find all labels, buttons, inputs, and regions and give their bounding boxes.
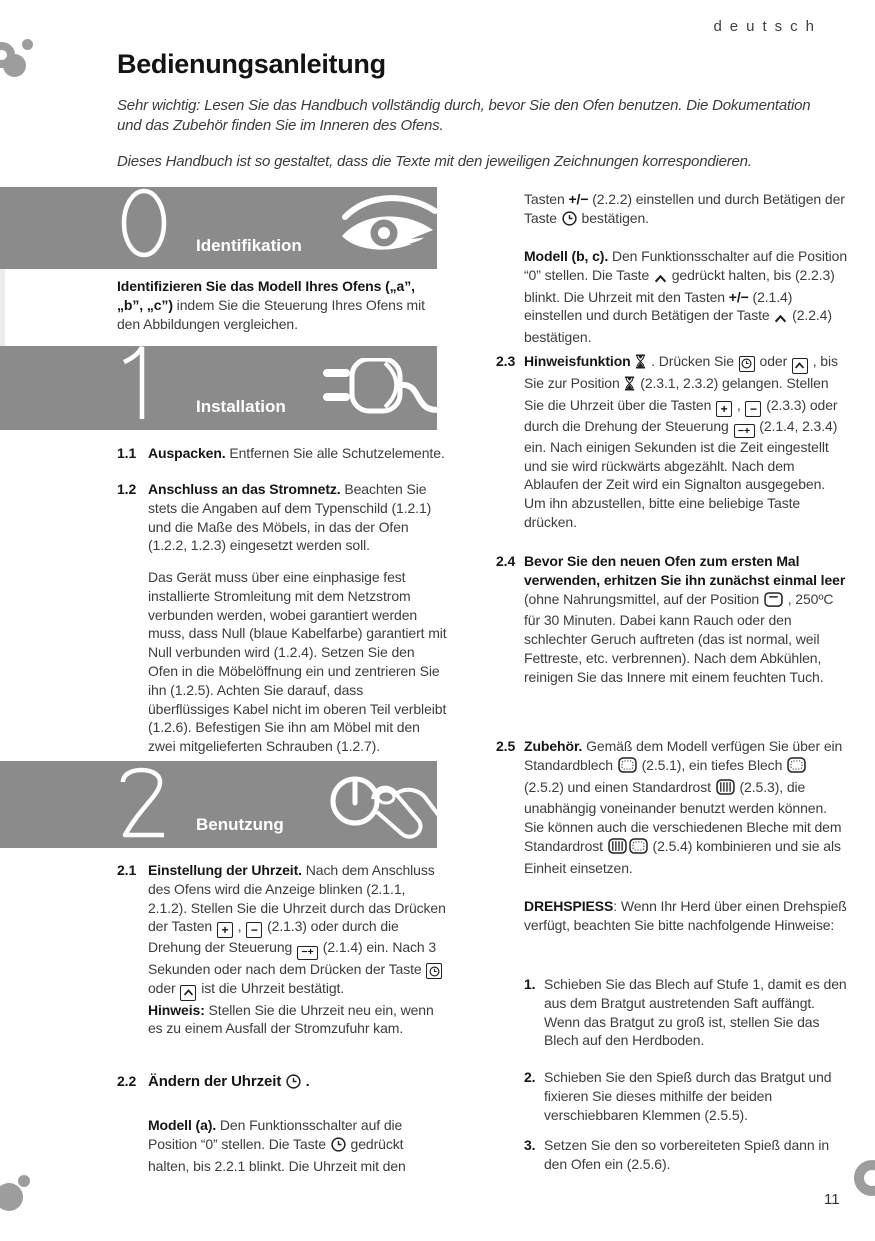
s23-lead: Hinweisfunktion [524, 353, 635, 369]
minus-key-icon: − [246, 922, 262, 938]
item-2-1 [117, 861, 448, 1038]
identifikation-paragraph [117, 277, 433, 333]
left-edge-stripe [0, 269, 5, 346]
item-text [524, 737, 850, 878]
s24-lead: Bevor Sie den neuen Ofen zum ersten Mal verwenden, erhitzen Sie ihn zunächst einmal leer [524, 553, 846, 588]
modell-a-t1: Den Funktionsschalter auf die Position “0” stellen. Die Taste [148, 1117, 403, 1152]
chevron-up-key-icon [792, 358, 808, 374]
list-text: Schieben Sie den Spieß durch das Bratgut und fixieren Sie dieses mithilfe der beiden verschiebbaren Klemmen (2.5.5). [544, 1069, 832, 1123]
drehspiess-paragraph [496, 897, 850, 935]
s23-t1: . Drücken Sie [647, 353, 738, 369]
eye-icon [337, 193, 437, 264]
chevron-up-key-icon [180, 985, 196, 1001]
s11-lead: Auspacken. [148, 445, 226, 461]
list-number: 3. [524, 1137, 536, 1153]
item-number: 2.2 [117, 1073, 137, 1089]
s12-lead: Anschluss an das Stromnetz. [148, 481, 341, 497]
item-2-2 [117, 1072, 448, 1094]
intro [117, 96, 829, 189]
item-2-5 [496, 737, 850, 878]
banner-number-0 [118, 187, 170, 265]
section-banner-benutzung [0, 761, 437, 848]
list-item [496, 1136, 850, 1174]
item-2-4 [496, 552, 850, 687]
list-number: 1. [524, 976, 536, 992]
mbc-t1: Den Funktionsschalter auf die Position “0” stellen. Die Taste [524, 248, 848, 283]
page-number: 11 [824, 1191, 840, 1208]
tray-icon [629, 838, 648, 859]
clock-icon [286, 1074, 301, 1094]
oven-function-icon [764, 592, 783, 612]
modell-a-lead: Modell (a). [148, 1117, 217, 1133]
modell-a-t2: gedrückt halten, bis 2.2.1 blinkt. Die Uhrzeit mit den [148, 1135, 406, 1174]
s21-note-rest: Stellen Sie die Uhrzeit neu ein, wenn es zu einem Ausfall der Stromzufuhr kam. [148, 1001, 434, 1037]
clock-key-icon [739, 356, 755, 372]
s23-t7: (2.1.4, 2.3.4) ein. Nach einigen Sekunden ist die Zeit eingestellt und sie wird rückwärts abgezählt. Nach dem Ablaufen der Zeit wird ein Signalton ausgegeben. Um ihn abzustellen, bitte eine beliebige Taste drücken. [524, 417, 838, 531]
plus-key-icon: + [716, 401, 732, 417]
drehspiess-lead: DREHSPIESS [524, 898, 614, 914]
clock-key-icon [426, 963, 442, 979]
list-number: 2. [524, 1069, 536, 1085]
item-text [148, 444, 448, 463]
banner-number-2 [118, 763, 166, 844]
ring-circle-bottom-right-icon [854, 1160, 875, 1196]
deep-tray-icon [787, 757, 806, 778]
banner-label: Installation [196, 397, 286, 416]
s22-dot: . [302, 1073, 310, 1089]
s25-t5: (2.5.4) kombinieren und sie als Einheit einsetzen. [524, 837, 841, 876]
banner-label: Identifikation [196, 236, 302, 255]
item-text [524, 552, 850, 687]
mbc-t3: (2.1.4) einstellen und durch Betätigen der Taste [524, 288, 793, 324]
s24-t2: , 250ºC für 30 Minuten. Dabei kann Rauch oder den schlechter Geruch auftreten (das ist normal, weil Fettreste, etc. verbrennen). Nach dem Abkühlen, reinigen Sie das Innere mit einem feuchten Tuch. [524, 590, 834, 685]
modell-a-paragraph [148, 1116, 448, 1175]
small-circle-icon [22, 39, 33, 50]
s25-t4: (2.5.3), die unabhängig voneinander benutzt werden können. Sie können auch die verschiedenen Bleche mit dem Standardrost [524, 778, 842, 854]
item-1-2-paragraph-2: Das Gerät muss über eine einphasige fest installierte Stromleitung mit dem Netzstrom verbunden werden, wobei garantiert werden muss, dass Null (blaue Kabelfarbe) garantiert mit Null verbunden wird (1.2.4). Setzen Sie den Ofen in die Möbelöffnung ein und zentrieren Sie ihn (1.2.5). Achten Sie darauf, dass überflüssiges Kabel nicht im oberen Teil verbleibt (1.2.6). Befestigen Sie ihn am Möbel mit den zwei mitgelieferten Schrauben (1.2.7). [148, 569, 447, 755]
clock-icon [331, 1137, 346, 1157]
item-number: 2.4 [496, 553, 516, 569]
item-2-3 [496, 352, 850, 532]
s24-t1: (ohne Nahrungsmittel, auf der Position [524, 590, 763, 607]
press-button-icon [325, 769, 437, 846]
list-text: Schieben Sie das Blech auf Stufe 1, damit es den aus dem Bratgut austretenden Saft auffängt. Wenn das Bratgut zu groß ist, stellen Sie das Blech auf den Herdboden. [544, 976, 847, 1049]
grill-rack-icon [608, 838, 627, 859]
modell-bc-paragraph [496, 247, 850, 347]
rotary-knob-icon: −+ [297, 946, 318, 960]
hourglass-icon [624, 376, 635, 396]
grill-rack-icon [716, 779, 735, 800]
banner-label: Benutzung [196, 815, 284, 834]
ident-rest: indem Sie die Steuerung Ihres Ofens mit den Abbildungen vergleichen. [117, 296, 425, 332]
list-item [496, 975, 850, 1050]
item-number: 2.5 [496, 738, 516, 754]
s21-t1: Nach dem Anschluss des Ofens wird die Anzeige blinken (2.1.1, 2.1.2). Stellen Sie die Uhrzeit durch das Drücken der Tasten [148, 862, 446, 935]
item-number: 2.3 [496, 353, 516, 369]
tray-icon [618, 757, 637, 778]
item-1-2 [117, 480, 448, 555]
item-1-1 [117, 444, 448, 463]
intro-paragraph-1: Sehr wichtig: Lesen Sie das Handbuch vollständig durch, bevor Sie den Ofen benutzen. Die Dokumentation und das Zubehör finden Sie im Inneren des Ofens. [117, 97, 811, 134]
s22-lead: Ändern der Uhrzeit [148, 1073, 282, 1090]
s21-t5: oder [148, 980, 180, 997]
minus-key-icon: − [745, 401, 761, 417]
item-number: 2.1 [117, 862, 137, 878]
s21-lead: Einstellung der Uhrzeit. [148, 862, 302, 878]
page-title: Bedienungsanleitung [117, 49, 386, 79]
ident-lead: Identifizieren Sie das Modell Ihres Ofens („a”, „b”, „c”) [117, 278, 415, 313]
plug-icon [323, 358, 437, 425]
s21-t6: ist die Uhrzeit bestätigt. [197, 980, 345, 997]
circle-icon [3, 54, 26, 77]
item-text [524, 352, 850, 532]
s21-t4: (2.1.4) ein. Nach 3 Sekunden oder nach dem Drücken der Taste [148, 939, 437, 977]
s25-t2: (2.5.1), ein tiefes Blech [637, 756, 787, 773]
language-label: deutsch [713, 18, 822, 35]
s11-rest: Entfernen Sie alle Schutzelemente. [225, 445, 445, 461]
s12-rest: Beachten Sie stets die Angaben auf dem Typenschild (1.2.1) und die Maße des Möbels, in das der Ofen (1.2.2, 1.2.3) eingesetzt werden soll. [148, 481, 432, 554]
item-text [148, 1072, 448, 1094]
rotary-knob-icon: −+ [734, 424, 755, 438]
list-item [496, 1068, 850, 1124]
cont-t3: bestätigen. [577, 209, 649, 226]
plus-key-icon: + [217, 922, 233, 938]
mbc-t4: (2.2.4) bestätigen. [524, 307, 832, 346]
intro-paragraph-2: Dieses Handbuch ist so gestaltet, dass die Texte mit den jeweiligen Zeichnungen korrespondieren. [117, 153, 752, 170]
plus-minus-keys-icon: +/− [728, 288, 749, 305]
chevron-up-icon [774, 309, 787, 328]
s25-lead: Zubehör. [524, 738, 583, 754]
cont-t1: Tasten [524, 191, 569, 207]
s23-t5: , [733, 396, 745, 413]
section-banner-identifikation [0, 187, 437, 269]
item-text [148, 480, 448, 555]
item-number: 1.2 [117, 481, 137, 497]
item-text [148, 861, 448, 1038]
mbc-t2: gedrückt halten, bis (2.2.3) blinkt. Die Uhrzeit mit den Tasten [524, 266, 835, 305]
cont-t2: (2.2.2) einstellen und durch Betätigen der Taste [524, 191, 845, 226]
s21-note-lead: Hinweis: [148, 1001, 205, 1018]
plus-minus-keys-icon: +/− [568, 191, 589, 207]
s25-t1: Gemäß dem Modell verfügen Sie über ein Standardblech [524, 738, 843, 773]
s23-t4: (2.3.1, 2.3.2) gelangen. Stellen Sie die Uhrzeit über die Tasten [524, 374, 829, 413]
s21-t3: (2.1.3) oder durch die Drehung der Steuerung [148, 918, 399, 956]
s23-t2: oder [755, 353, 791, 369]
banner-number-1 [118, 346, 158, 426]
s23-t6: (2.3.3) oder durch die Drehung der Steuerung [524, 396, 838, 434]
circle-icon [0, 1183, 23, 1211]
list-text: Setzen Sie den so vorbereiteten Spieß dann in den Ofen ein (2.5.6). [544, 1137, 830, 1172]
item-number: 1.1 [117, 445, 137, 461]
s25-t3: (2.5.2) und einen Standardrost [524, 778, 715, 795]
s21-t2: , [233, 918, 246, 935]
hourglass-icon [635, 354, 646, 374]
drehspiess-rest: : Wenn Ihr Herd über einen Drehspieß verfügt, beachten Sie bitte nachfolgende Hinweise: [524, 898, 847, 933]
clock-icon [562, 211, 577, 231]
small-circle-icon [18, 1175, 30, 1187]
modell-bc-lead: Modell (b, c). [524, 248, 609, 264]
modell-a-continuation [496, 190, 850, 231]
chevron-up-icon [654, 269, 667, 288]
section-banner-installation [0, 346, 437, 430]
s23-t3: , bis Sie zur Position [524, 353, 838, 391]
